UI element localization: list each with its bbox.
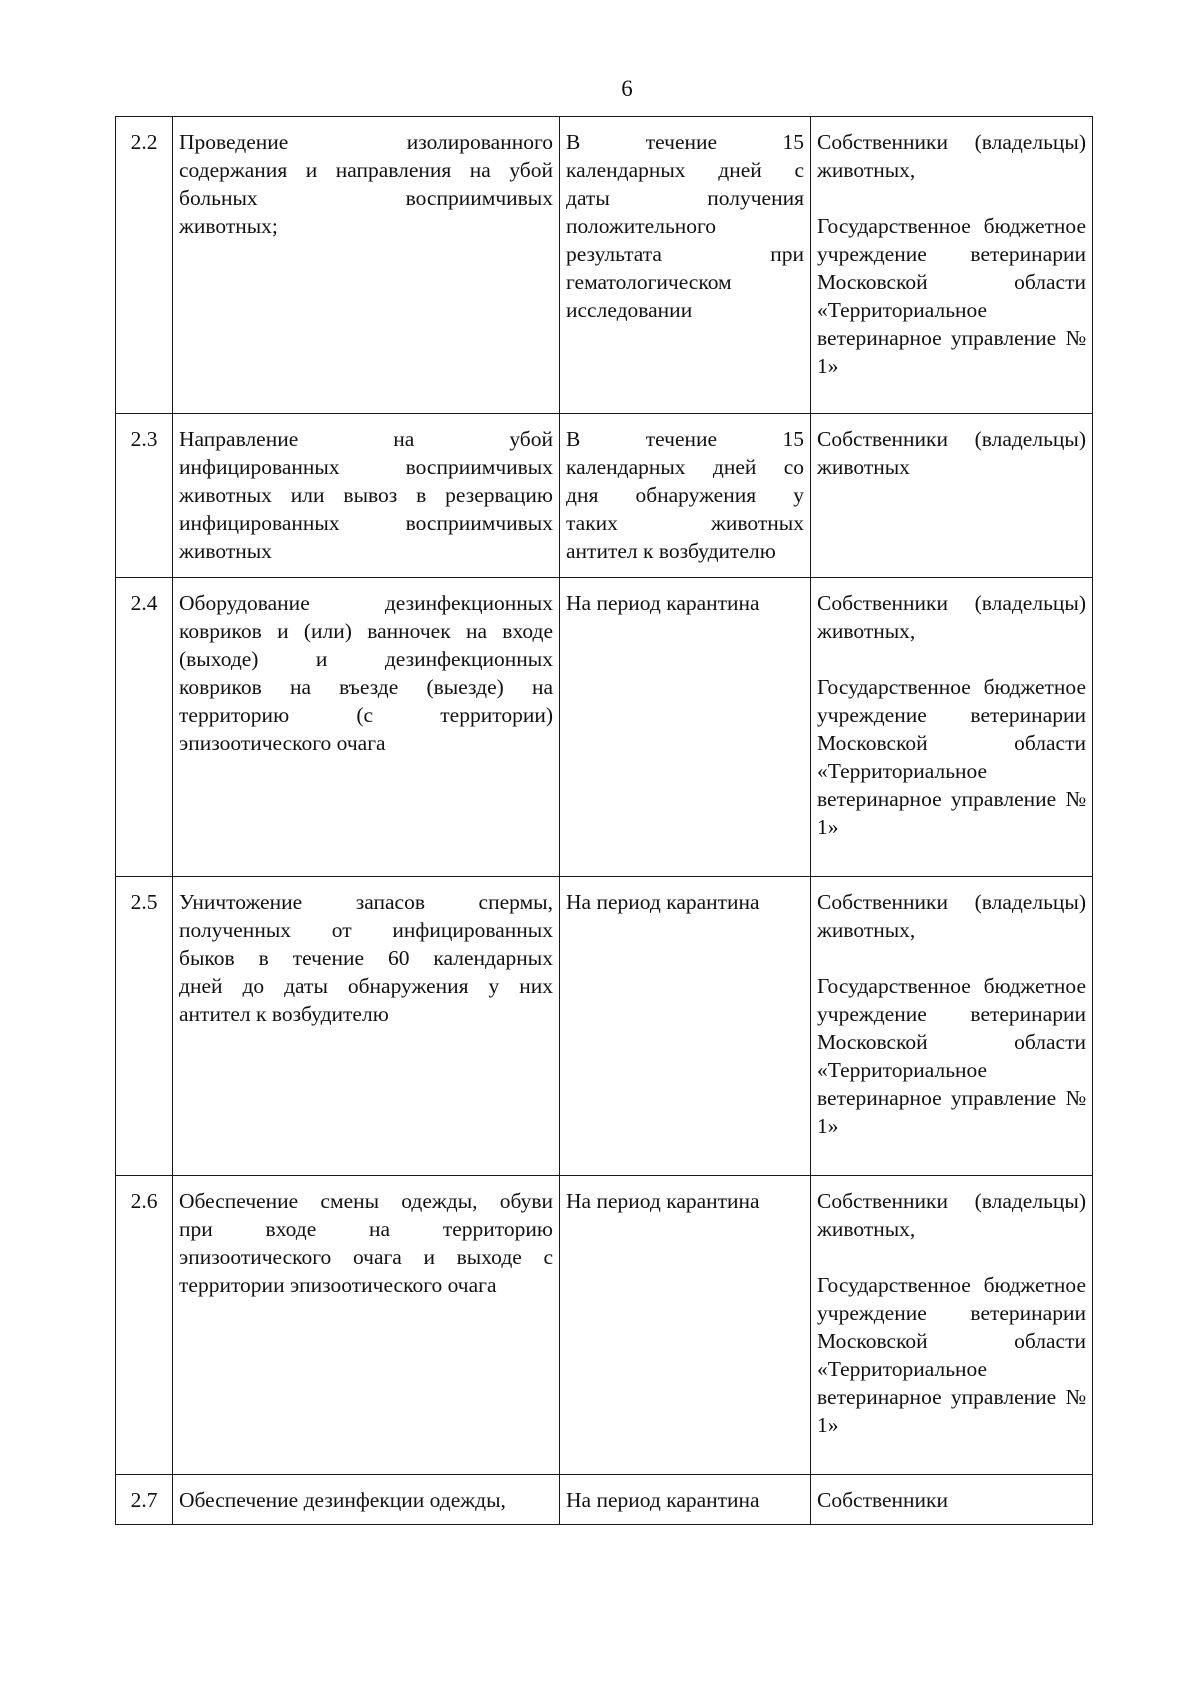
measure-cell: Уничтожение запасов спермы, полученных от инфицированных быков в течение 60 календарных дней до даты обнаружения у них антител к возбудителю <box>173 877 560 1176</box>
responsible-cell: Собственники (владельцы) животных, Государственное бюджетное учреждение ветеринарии Московской области «Территориальное ветеринарное управление № 1» <box>811 117 1093 414</box>
page-number: 6 <box>621 76 633 101</box>
responsible-cell: Собственники (владельцы) животных, Государственное бюджетное учреждение ветеринарии Московской области «Территориальное ветеринарное управление № 1» <box>811 578 1093 877</box>
measure-cell: Оборудование дезинфекционных ковриков и (или) ванночек на входе (выходе) и дезинфекционных ковриков на въезде (выезде) на территорию (с территории) эпизоотического очага <box>173 578 560 877</box>
measure-cell: Проведение изолированного содержания и направления на убой больных восприимчивых животных; <box>173 117 560 414</box>
table-row <box>116 1176 1093 1475</box>
term-cell: В течение 15 календарных дней со дня обнаружения у таких животных антител к возбудителю <box>560 414 811 578</box>
row-number: 2.5 <box>116 877 173 1176</box>
measures-table <box>115 116 1093 1525</box>
term-cell: На период карантина <box>560 578 811 877</box>
measure-cell: Обеспечение дезинфекции одежды, <box>173 1475 560 1525</box>
table-row <box>116 117 1093 414</box>
row-number: 2.6 <box>116 1176 173 1475</box>
term-cell: На период карантина <box>560 877 811 1176</box>
table-row <box>116 877 1093 1176</box>
term-cell: На период карантина <box>560 1176 811 1475</box>
responsible-cell: Собственники (владельцы) животных <box>811 414 1093 578</box>
row-number: 2.7 <box>116 1475 173 1525</box>
table-row <box>116 1475 1093 1525</box>
term-cell: На период карантина <box>560 1475 811 1525</box>
row-number: 2.4 <box>116 578 173 877</box>
responsible-cell: Собственники (владельцы) животных, Государственное бюджетное учреждение ветеринарии Московской области «Территориальное ветеринарное управление № 1» <box>811 877 1093 1176</box>
row-number: 2.2 <box>116 117 173 414</box>
table-row <box>116 414 1093 578</box>
table-row <box>116 578 1093 877</box>
term-cell: В течение 15 календарных дней с даты получения положительного результата при гематологическом исследовании <box>560 117 811 414</box>
responsible-cell: Собственники (владельцы) животных, Государственное бюджетное учреждение ветеринарии Московской области «Территориальное ветеринарное управление № 1» <box>811 1176 1093 1475</box>
responsible-cell: Собственники <box>811 1475 1093 1525</box>
measure-cell: Обеспечение смены одежды, обуви при входе на территорию эпизоотического очага и выходе с территории эпизоотического очага <box>173 1176 560 1475</box>
measure-cell: Направление на убой инфицированных восприимчивых животных или вывоз в резервацию инфицированных восприимчивых животных <box>173 414 560 578</box>
row-number: 2.3 <box>116 414 173 578</box>
